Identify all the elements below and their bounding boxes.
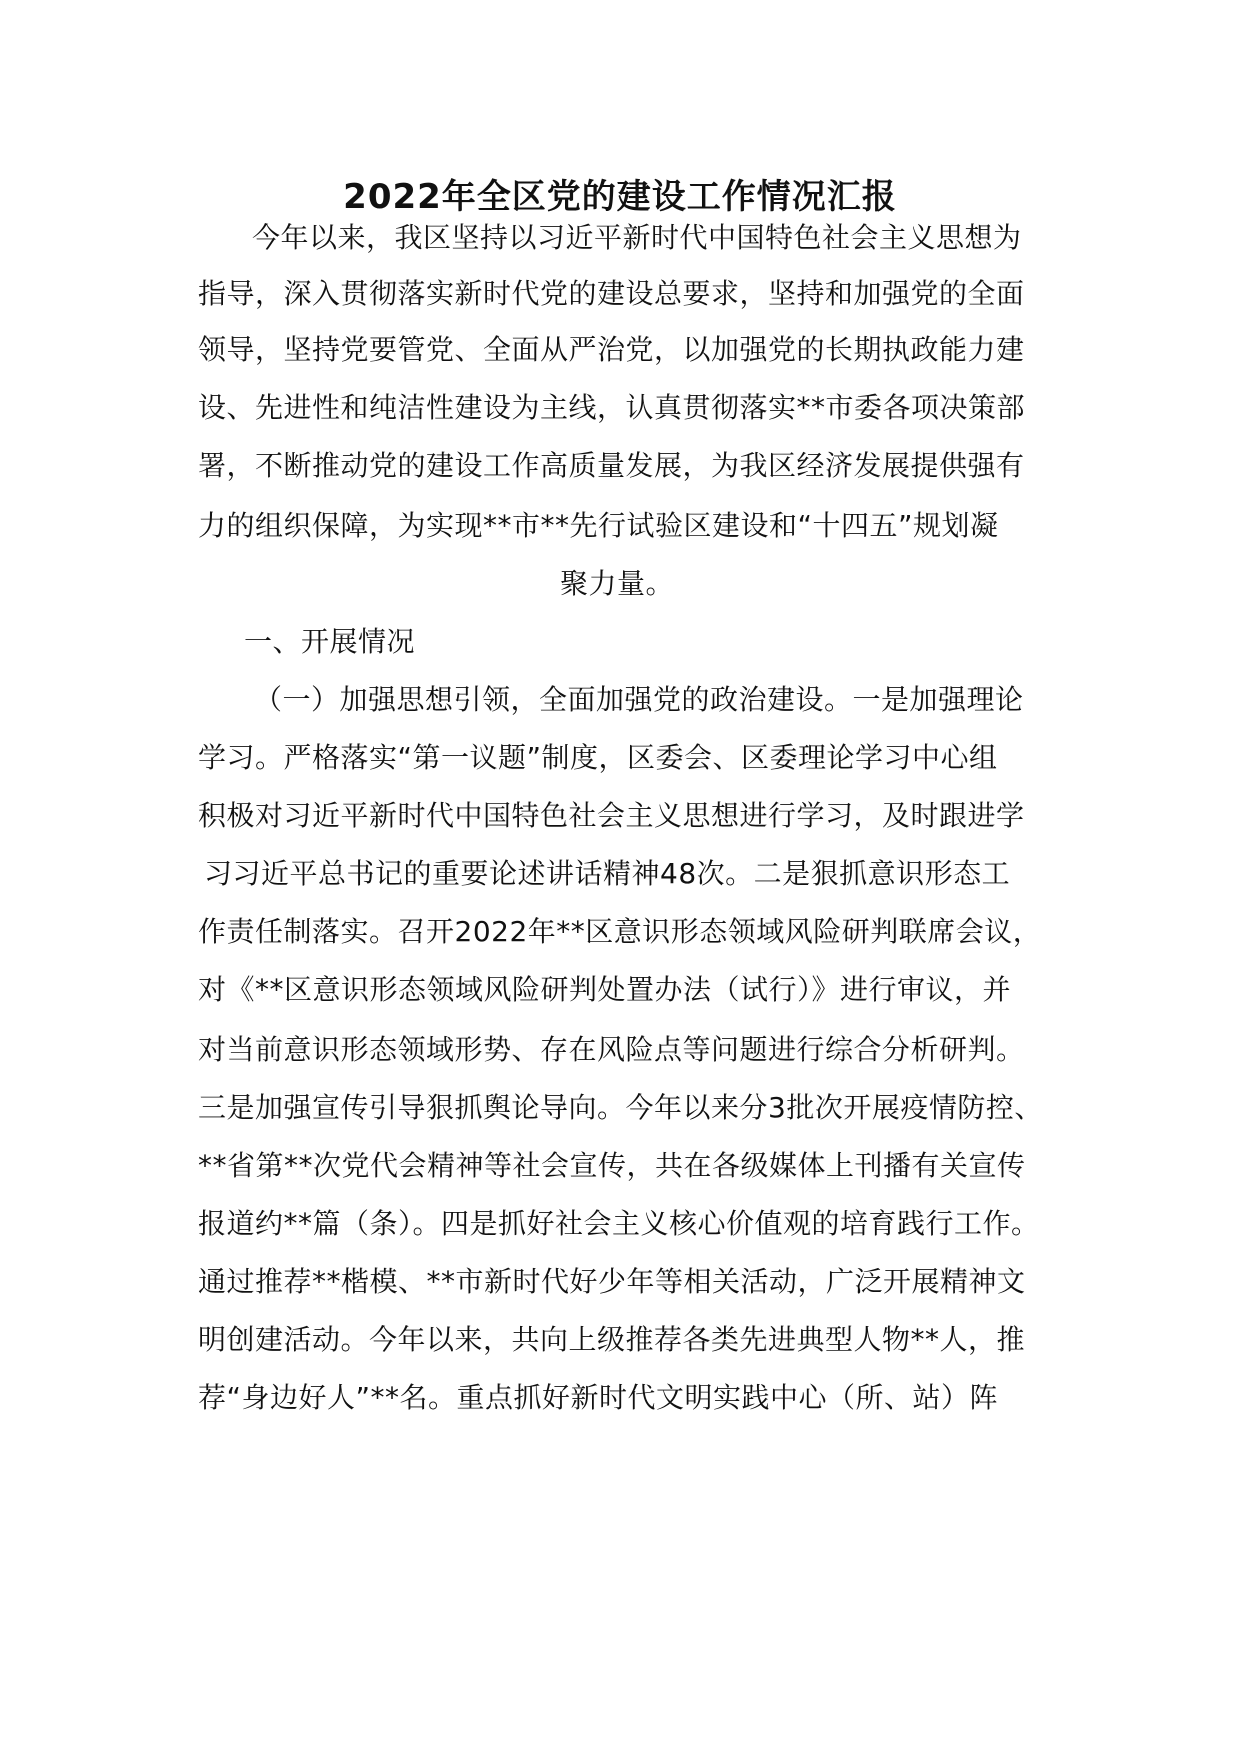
paragraph-line: 对《**区意识形态领域风险研判处置办法（试行）》进行审议，并	[198, 973, 1012, 1006]
paragraph-line: 今年以来，我区坚持以习近平新时代中国特色社会主义思想为	[252, 221, 1022, 254]
paragraph-line: 对当前意识形态领域形势、存在风险点等问题进行综合分析研判。	[198, 1033, 1025, 1066]
paragraph-line: 习习近平总书记的重要论述讲话精神48次。二是狠抓意识形态工	[204, 857, 1011, 890]
paragraph-line: **省第**次党代会精神等社会宣传，共在各级媒体上刊播有关宣传	[198, 1149, 1026, 1182]
paragraph-line: 积极对习近平新时代中国特色社会主义思想进行学习，及时跟进学	[198, 799, 1025, 832]
paragraph-line: 指导，深入贯彻落实新时代党的建设总要求，坚持和加强党的全面	[198, 277, 1025, 310]
paragraph-line: 力的组织保障，为实现**市**先行试验区建设和“十四五”规划凝	[198, 509, 999, 542]
paragraph-line: 三是加强宣传引导狠抓舆论导向。今年以来分3批次开展疫情防控、	[198, 1091, 1043, 1124]
paragraph-line: 署，不断推动党的建设工作高质量发展，为我区经济发展提供强有	[198, 449, 1025, 482]
paragraph-line: 设、先进性和纯洁性建设为主线，认真贯彻落实**市委各项决策部	[198, 391, 1026, 424]
paragraph-line: 明创建活动。今年以来，共向上级推荐各类先进典型人物**人，推	[198, 1323, 1026, 1356]
paragraph-line: 通过推荐**楷模、**市新时代好少年等相关活动，广泛开展精神文	[198, 1265, 1026, 1298]
document-title: 2022年全区党的建设工作情况汇报	[343, 177, 897, 217]
paragraph-line: 荐“身边好人”**名。重点抓好新时代文明实践中心（所、站）阵	[198, 1381, 999, 1414]
paragraph-line: 领导，坚持党要管党、全面从严治党，以加强党的长期执政能力建	[198, 333, 1025, 366]
paragraph-line: 作责任制落实。召开2022年**区意识形态领域风险研判联席会议，	[198, 915, 1042, 948]
paragraph-line: 聚力量。	[560, 567, 675, 600]
paragraph-line: （一）加强思想引领，全面加强党的政治建设。一是加强理论	[254, 683, 1024, 716]
section-heading: 一、开展情况	[244, 625, 416, 658]
paragraph-line: 学习。严格落实“第一议题”制度，区委会、区委理论学习中心组	[198, 741, 998, 774]
paragraph-line: 报道约**篇（条）。四是抓好社会主义核心价值观的培育践行工作。	[198, 1207, 1040, 1240]
